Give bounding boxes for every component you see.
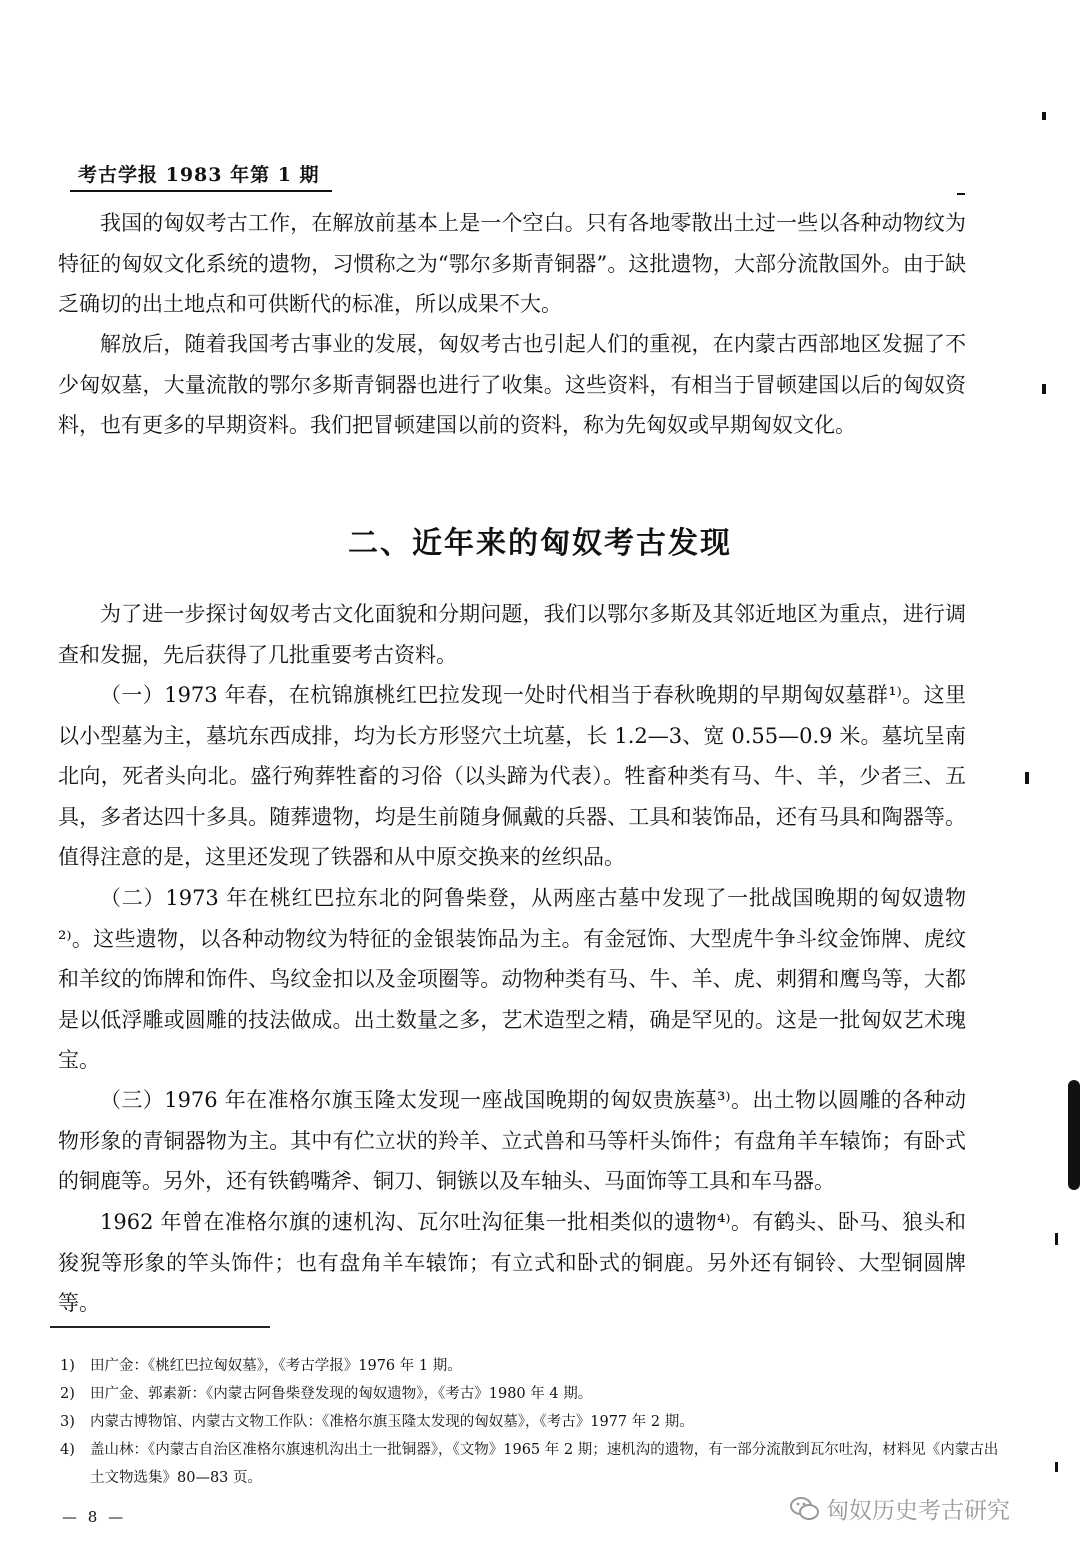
footnote-text: 田广金、郭素新：《内蒙古阿鲁柴登发现的匈奴遗物》，《考古》1980 年 4 期。 — [90, 1386, 593, 1402]
watermark — [790, 1492, 1010, 1525]
section-paragraph-5: 1962 年曾在准格尔旗的速机沟、瓦尔吐沟征集一批相类似的遗物⁴⁾。有鹤头、卧马、狼头和狻猊等形象的竿头饰件；也有盘角羊车辕饰；有立式和卧式的铜鹿。另外还有铜铃、大型铜圆牌等。 — [58, 1210, 966, 1315]
scan-artifact — [1042, 384, 1046, 394]
footnote-text: 田广金：《桃红巴拉匈奴墓》，《考古学报》1976 年 1 期。 — [90, 1358, 462, 1374]
intro-paragraph-2: 解放后，随着我国考古事业的发展，匈奴考古也引起人们的重视，在内蒙古西部地区发掘了不少匈奴墓，大量流散的鄂尔多斯青铜器也进行了收集。这些资料，有相当于冒顿建国以后的匈奴资料，也有更多的早期资料。我们把冒顿建国以前的资料，称为先匈奴或早期匈奴文化。 — [58, 332, 966, 437]
journal-header: 考古学报 1983 年第 1 期 — [70, 160, 332, 192]
section-heading: 二、近年来的匈奴考古发现 — [348, 526, 732, 561]
footnote-number: 4) — [60, 1442, 75, 1458]
footnote-list — [60, 1352, 1000, 1492]
wechat-icon — [790, 1496, 820, 1522]
footnote-item — [60, 1352, 1000, 1380]
section-paragraph-3: （二）1973 年在桃红巴拉东北的阿鲁柴登，从两座古墓中发现了一批战国晚期的匈奴遗物²⁾。这些遗物，以各种动物纹为特征的金银装饰品为主。有金冠饰、大型虎牛争斗纹金饰牌、虎纹和羊纹的饰牌和饰件、鸟纹金扣以及金项圈等。动物种类有马、牛、羊、虎、刺猬和鹰鸟等，大都是以低浮雕或圆雕的技法做成。出土数量之多，艺术造型之精，确是罕见的。这是一批匈奴艺术瑰宝。 — [58, 886, 966, 1072]
footnote-number: 3) — [60, 1414, 75, 1430]
scan-artifact — [1025, 772, 1029, 784]
intro-paragraph-1: 我国的匈奴考古工作，在解放前基本上是一个空白。只有各地零散出土过一些以各种动物纹为特征的匈奴文化系统的遗物，习惯称之为“鄂尔多斯青铜器”。这批遗物，大部分流散国外。由于缺乏确切的出土地点和可供断代的标准，所以成果不大。 — [58, 211, 966, 316]
footnote-number: 2) — [60, 1386, 75, 1402]
watermark-text: 匈奴历史考古研究 — [826, 1498, 1010, 1524]
footnote-item — [60, 1436, 1000, 1492]
section-paragraph-2: （一）1973 年春，在杭锦旗桃红巴拉发现一处时代相当于春秋晚期的早期匈奴墓群¹⁾。这里以小型墓为主，墓坑东西成排，均为长方形竖穴土坑墓，长 1.2—3、宽 0.55—0.9 米。墓坑呈南北向，死者头向北。盛行殉葬牲畜的习俗（以头蹄为代表）。牲畜种类有马、牛、羊，少者三、五具，多者达四十多具。随葬遗物，均是生前随身佩戴的兵器、工具和装饰品，还有马具和陶器等。值得注意的是，这里还发现了铁器和从中原交换来的丝织品。 — [58, 683, 966, 869]
footnote-text: 内蒙古博物馆、内蒙古文物工作队：《准格尔旗玉隆太发现的匈奴墓》，《考古》1977 年 2 期。 — [90, 1414, 694, 1430]
scan-artifact — [1055, 1233, 1058, 1245]
page-number: — 8 — — [62, 1508, 127, 1526]
scan-artifact — [1068, 1080, 1080, 1190]
section-paragraph-4: （三）1976 年在准格尔旗玉隆太发现一座战国晚期的匈奴贵族墓³⁾。出土物以圆雕的各种动物形象的青铜器物为主。其中有伫立状的羚羊、立式兽和马等杆头饰件；有盘角羊车辕饰；有卧式的铜鹿等。另外，还有铁鹤嘴斧、铜刀、铜镞以及车轴头、马面饰等工具和车马器。 — [58, 1088, 966, 1193]
scan-artifact — [1042, 112, 1046, 120]
footnote-item — [60, 1408, 1000, 1436]
footnote-item — [60, 1380, 1000, 1408]
footnote-text: 盖山林：《内蒙古自治区准格尔旗速机沟出土一批铜器》，《文物》1965 年 2 期；速机沟的遗物，有一部分流散到瓦尔吐沟，材料见《内蒙古出土文物选集》80—83 页。 — [90, 1442, 999, 1486]
footnote-number: 1) — [60, 1358, 75, 1374]
scan-artifact — [957, 193, 965, 195]
scan-artifact — [1055, 1462, 1058, 1472]
footnote-divider — [50, 1326, 270, 1328]
section-paragraph-1: 为了进一步探讨匈奴考古文化面貌和分期问题，我们以鄂尔多斯及其邻近地区为重点，进行调查和发掘，先后获得了几批重要考古资料。 — [58, 602, 966, 667]
